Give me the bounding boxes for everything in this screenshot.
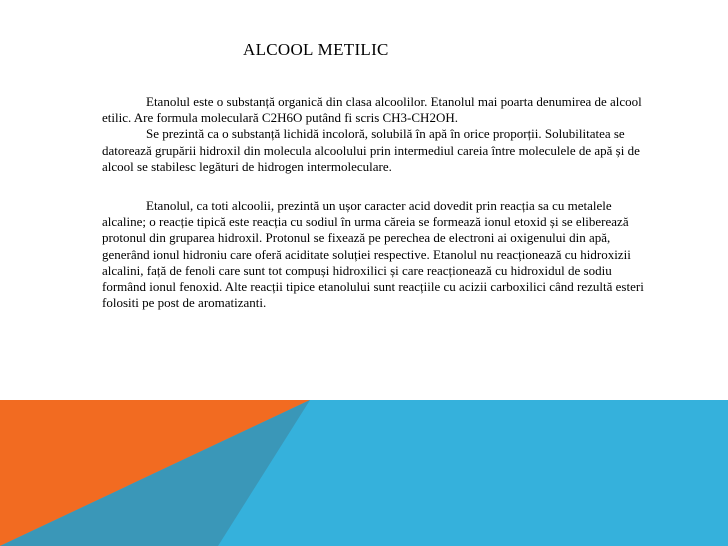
decorative-footer [0,400,728,546]
slide-body [102,94,658,311]
paragraph-solubility: Se prezintă ca o substanță lichidă incoloră, solubilă în apă în orice proporții. Solubilitatea se datorează grupării hidroxil din molecula alcoolului prin intermediul careia între moleculele de apă și de alcool se stabilesc legături de hidrogen intermoleculare. [102,126,640,174]
slide-title: ALCOOL METILIC [243,40,389,59]
paragraph-acidity: Etanolul, ca toti alcoolii, prezintă un ușor caracter acid dovedit prin reacția sa cu metalele alcaline; o reacție tipică este reacția cu sodiul în urma căreia se formează ionul etoxid și se eliberează protonul din gruparea hidroxil. Protonul se fixează pe perechea de electroni ai oxigenului din apă, generând ionul hidroniu care oferă aciditate soluției respective. Etanolul nu reacționează cu hidroxizii alcalini, față de fenoli care sunt tot compuși hidroxilici și care reacționează cu hidroxidul de sodiu formând ionul fenoxid. Alte reacții tipice etanolului sunt reacțiile cu acizii carboxilici când rezultă esteri folositi pe post de aromatizanti. [102,198,644,311]
paragraph-definition: Etanolul este o substanță organică din clasa alcoolilor. Etanolul mai poarta denumirea de alcool etilic. Are formula moleculară C2H6O putând fi scris CH3-CH2OH. [102,94,642,126]
